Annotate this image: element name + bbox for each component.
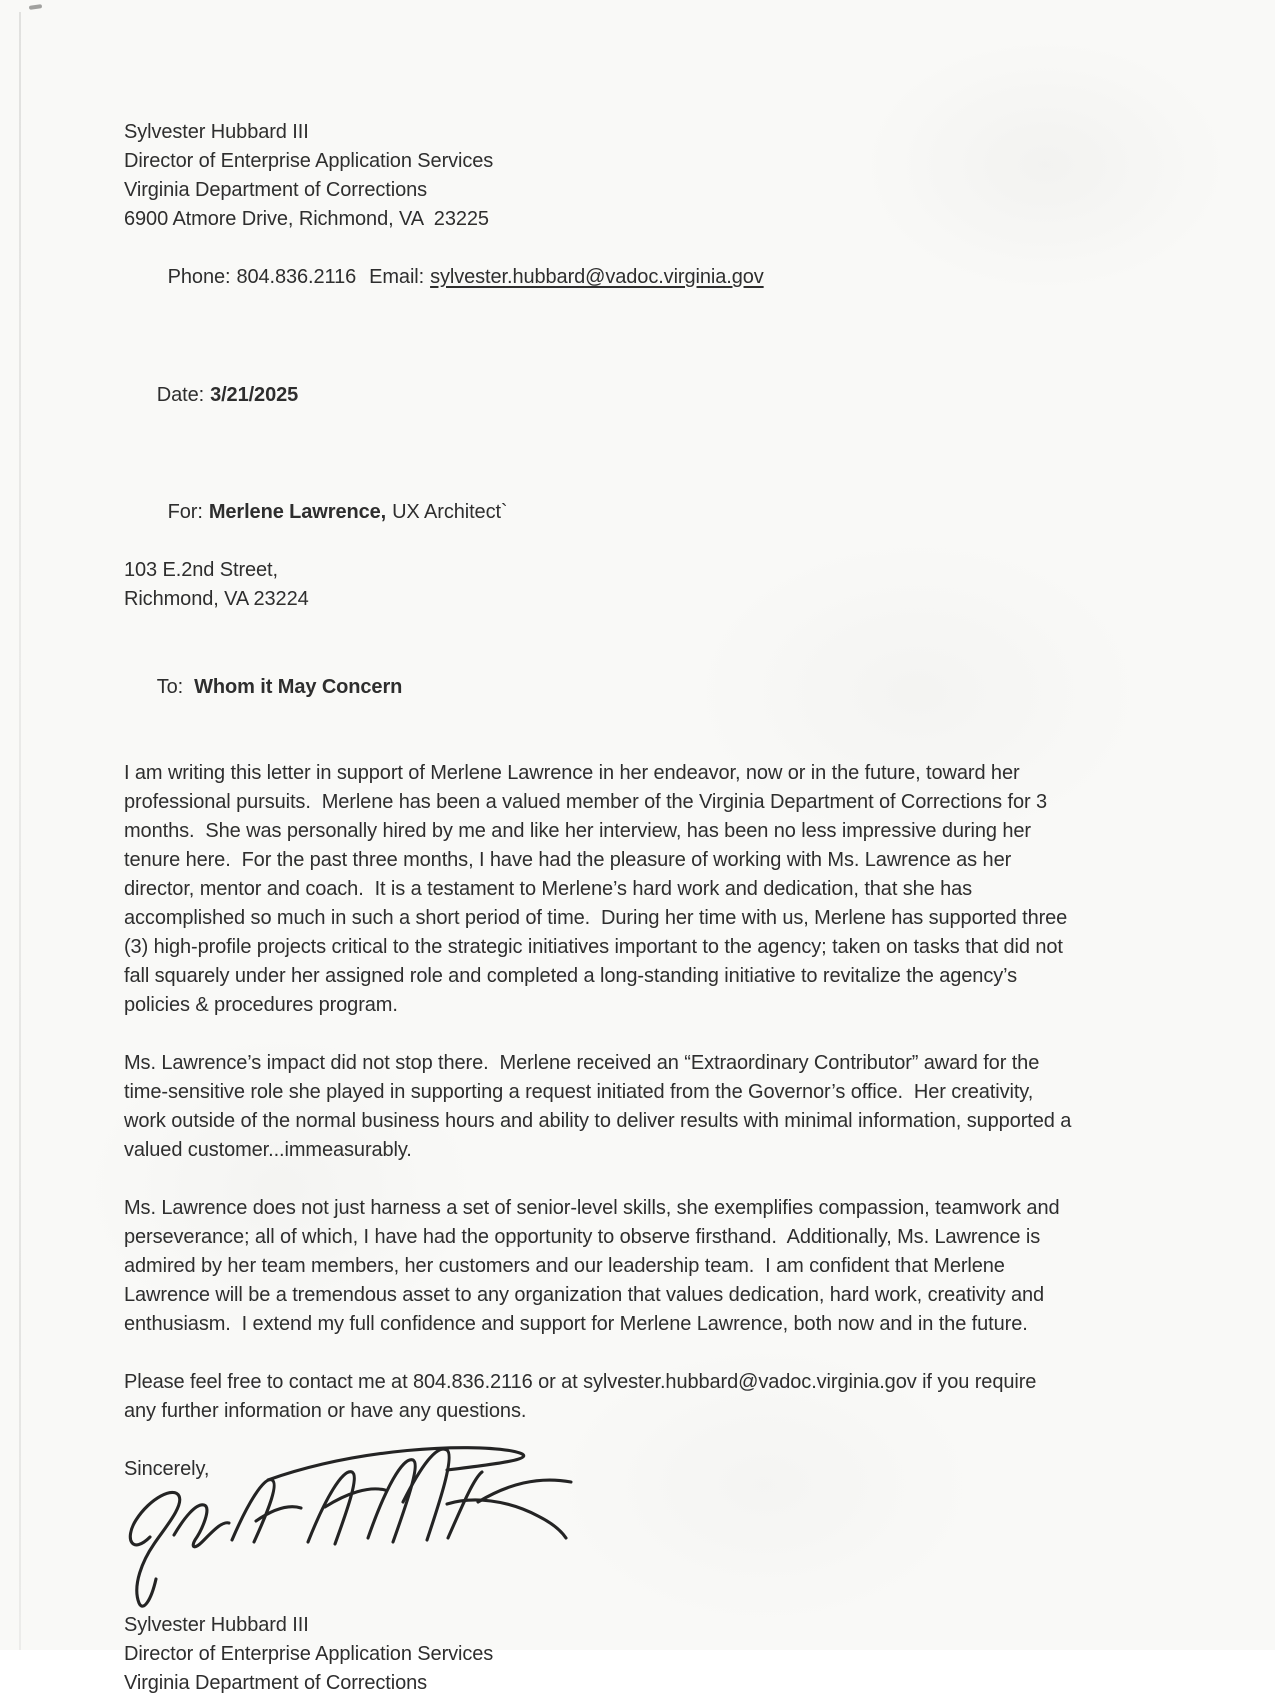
signature-area xyxy=(124,1455,1072,1611)
sender-block xyxy=(124,118,1072,321)
phone-label: Phone: xyxy=(167,266,231,288)
sender-title: Director of Enterprise Application Services xyxy=(124,150,494,172)
recipient-address-line1: 103 E.2nd Street, xyxy=(124,559,278,581)
scan-edge-artifact xyxy=(19,12,21,1650)
closing-text: Sincerely, xyxy=(124,1458,210,1480)
salutation-text: Whom it May Concern xyxy=(194,676,403,698)
email-label: Email: xyxy=(369,266,425,288)
signature-block xyxy=(124,1611,1072,1698)
date-value: 3/21/2025 xyxy=(210,384,299,406)
signoff-name: Sylvester Hubbard III xyxy=(124,1614,309,1636)
recipient-address-line2: Richmond, VA 23224 xyxy=(124,588,309,610)
body-paragraph-2: Ms. Lawrence’s impact did not stop there. Merlene received an “Extraordinary Contributor” award for the time-sensitive role she played in supporting a request initiated from the Governor’s office. Her creativity, work outside of the normal business hours and ability to deliver results with minimal information, supported a valued customer...immeasurably. xyxy=(124,1052,1077,1161)
recipient-row xyxy=(124,469,1072,556)
signoff-organization: Virginia Department of Corrections xyxy=(124,1672,428,1694)
sender-organization: Virginia Department of Corrections xyxy=(124,179,428,201)
sender-name: Sylvester Hubbard III xyxy=(124,121,309,143)
signoff-title: Director of Enterprise Application Services xyxy=(124,1643,494,1665)
letter-content xyxy=(124,118,1077,1698)
sender-contact-line xyxy=(124,234,1072,321)
salutation-label: To: xyxy=(156,676,184,698)
recipient-title: UX Architect` xyxy=(392,501,508,523)
body-paragraph-4: Please feel free to contact me at 804.836.2116 or at sylvester.hubbard@vadoc.virginia.gov if you require any further information or have any questions. xyxy=(124,1371,1042,1422)
sender-email-link[interactable]: sylvester.hubbard@vadoc.virginia.gov xyxy=(430,266,764,288)
phone-number: 804.836.2116 xyxy=(236,266,357,288)
sender-address: 6900 Atmore Drive, Richmond, VA 23225 xyxy=(124,208,489,230)
salutation-row xyxy=(124,644,1072,731)
recipient-name: Merlene Lawrence, xyxy=(208,501,387,523)
body-paragraph-3: Ms. Lawrence does not just harness a set of senior-level skills, she exemplifies compassion, teamwork and perseverance; all of which, I have had the opportunity to observe firsthand. Additionally, Ms. Lawrence is admired by her team members, her customers and our leadership team. I am confident that Merlene Lawrence will be a tremendous asset to any organization that values dedication, hard work, creativity and enthusiasm. I extend my full confidence and support for Merlene Lawrence, both now and in the future. xyxy=(124,1197,1065,1335)
date-label: Date: xyxy=(156,384,205,406)
body-paragraph-1: I am writing this letter in support of Merlene Lawrence in her endeavor, now or in the future, toward her professional pursuits. Merlene has been a valued member of the Virginia Department of Corrections for 3 months. She was personally hired by me and like her interview, has been no less impressive during her tenure here. For the past three months, I have had the pleasure of working with Ms. Lawrence as her director, mentor and coach. It is a testament to Merlene’s hard work and dedication, that she has accomplished so much in such a short period of time. During her time with us, Merlene has supported three (3) high-profile projects critical to the strategic initiatives important to the agency; taken on tasks that did not fall squarely under her assigned role and completed a long-standing initiative to revitalize the agency’s policies & procedures program. xyxy=(124,762,1073,1016)
for-label: For: xyxy=(167,501,203,523)
date-row xyxy=(124,352,1072,439)
recipient-block xyxy=(124,469,1072,614)
scan-speck-artifact xyxy=(29,4,42,10)
